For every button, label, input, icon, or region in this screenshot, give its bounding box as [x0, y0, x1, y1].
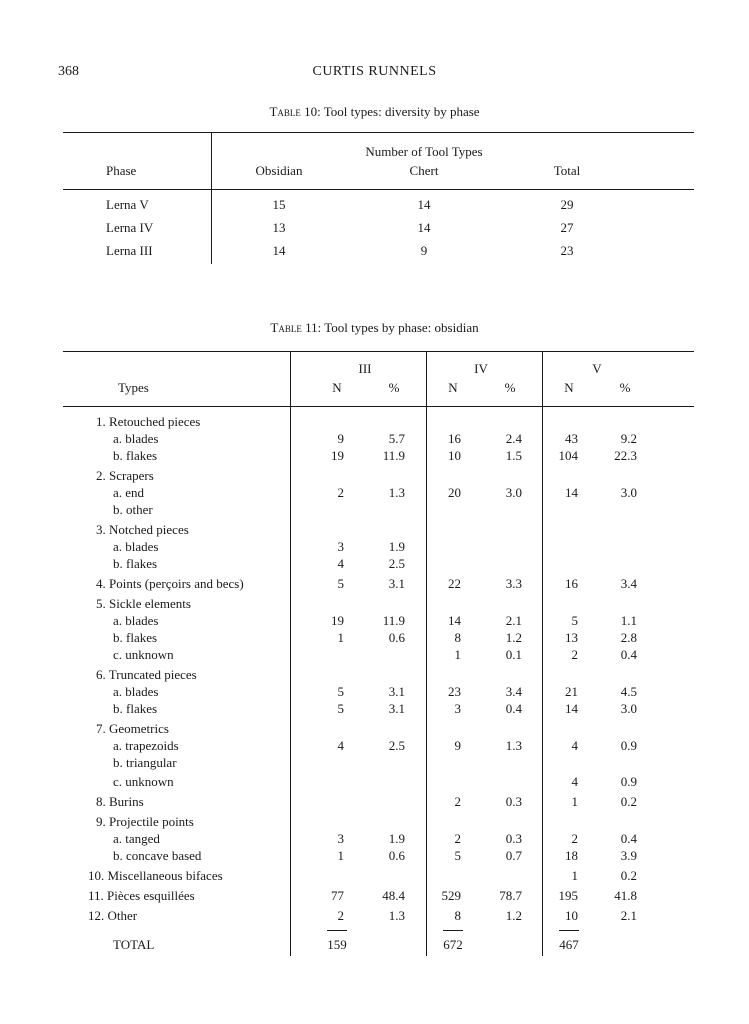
- table11-cell-iv-pct: 0.3: [505, 831, 522, 846]
- table10-col-obsidian: Obsidian: [255, 163, 303, 178]
- table11-cell-v-pct: 3.4: [620, 576, 637, 591]
- table11-cell-v-n: 2: [571, 647, 578, 662]
- page-number: 368: [58, 64, 79, 79]
- table11-cell-v-n: 16: [565, 576, 578, 591]
- table10-col-phase: Phase: [106, 163, 137, 178]
- total-iii: 159: [327, 937, 347, 952]
- table11-cell-iii-pct: 5.7: [388, 431, 405, 446]
- table11-cell-iii-n: 2: [337, 908, 344, 923]
- table11-cell-iv-n: 9: [454, 738, 461, 753]
- table11-cell-iii-n: 4: [337, 738, 344, 753]
- table11-row-label: a. trapezoids: [113, 738, 179, 753]
- table11-row-label: a. blades: [113, 613, 159, 628]
- table10-caption: [0, 104, 749, 120]
- table11-cell-v-pct: 0.4: [620, 831, 637, 846]
- table10-header-rule: [63, 189, 694, 190]
- table11-cell-iii-n: 19: [331, 613, 344, 628]
- table11-subcategory-row: [0, 755, 749, 771]
- table11-cell-iv-pct: 0.4: [505, 701, 522, 716]
- table11-subcategory-row: [0, 684, 749, 700]
- table11-top-rule: [63, 351, 694, 352]
- table11-row-label: 2. Scrapers: [96, 468, 154, 483]
- total-label: TOTAL: [113, 937, 155, 952]
- table11-row-label: b. concave based: [113, 848, 202, 863]
- table11-cell-iv-pct: 2.1: [505, 613, 522, 628]
- table11-cell-iv-pct: 1.2: [505, 630, 522, 645]
- table11-subcategory-row: [0, 647, 749, 663]
- table11-cell-iii-pct: 1.9: [388, 539, 405, 554]
- table11-cell-iv-pct: 1.5: [505, 448, 522, 463]
- table11-phase-iii: III: [358, 361, 372, 376]
- table11-cell-v-pct: 2.8: [620, 630, 637, 645]
- table11-cell-v-pct: 3.0: [620, 701, 637, 716]
- table11-cell-v-pct: 3.9: [620, 848, 637, 863]
- table11-subcategory-row: [0, 613, 749, 629]
- table11-caption-label: Table: [270, 320, 302, 335]
- table11-subcategory-row: [0, 774, 749, 790]
- table11-row-label: 9. Projectile points: [96, 814, 194, 829]
- table11-cell-iii-n: 77: [331, 888, 344, 903]
- table11-subcategory-row: [0, 448, 749, 464]
- table11-cell-iii-n: 5: [337, 576, 344, 591]
- table11-cell-v-n: 5: [571, 613, 578, 628]
- table11-subcategory-row: [0, 701, 749, 717]
- table10-cell-chert: 14: [417, 197, 431, 212]
- table11-category-row: [0, 794, 749, 810]
- table10-cell-total: 23: [560, 243, 574, 258]
- table11-cell-v-pct: 0.4: [620, 647, 637, 662]
- table11-cell-v-pct: 41.8: [614, 888, 637, 903]
- table11-cell-iv-n: 20: [448, 485, 461, 500]
- table11-subcategory-row: [0, 738, 749, 754]
- table11-cell-iv-n: 23: [448, 684, 461, 699]
- table11-category-row: [0, 522, 749, 538]
- table11-cell-v-n: 104: [558, 448, 578, 463]
- table11-row-label: a. blades: [113, 431, 159, 446]
- table11-cell-v-n: 1: [571, 868, 578, 883]
- table11-subcategory-row: [0, 630, 749, 646]
- table11-cell-v-pct: 4.5: [620, 684, 637, 699]
- running-title: CURTIS RUNNELS: [312, 64, 437, 79]
- table10-cell-obsidian: 13: [272, 220, 286, 235]
- table11-cell-iv-n: 1: [454, 647, 461, 662]
- table10-cell-obsidian: 14: [272, 243, 286, 258]
- table11-cell-v-n: 10: [565, 908, 578, 923]
- table10-cell-phase: Lerna V: [106, 197, 149, 212]
- table11-cell-iii-n: 19: [331, 448, 344, 463]
- table11-cell-iv-n: 10: [448, 448, 461, 463]
- table11-cell-iii-n: 1: [337, 630, 344, 645]
- table11-row-label: b. flakes: [113, 701, 158, 716]
- table11-caption: [0, 320, 749, 336]
- table11-cell-iv-pct: 3.0: [505, 485, 522, 500]
- table11-cell-iii-pct: 3.1: [388, 576, 405, 591]
- table11-cell-iii-pct: 0.6: [388, 848, 405, 863]
- table11-cell-iii-pct: 11.9: [382, 448, 405, 463]
- table11-row-label: a. blades: [113, 684, 159, 699]
- table11-cell-iii-n: 4: [337, 556, 344, 571]
- table11-cell-iii-pct: 11.9: [382, 613, 405, 628]
- table11-subcategory-row: [0, 831, 749, 847]
- table11-iv-n: N: [448, 380, 458, 395]
- table11-subcategory-row: [0, 485, 749, 501]
- table11-subcategory-row: [0, 848, 749, 864]
- table11-cell-v-pct: 3.0: [620, 485, 637, 500]
- table11-cell-iv-n: 16: [448, 431, 461, 446]
- table11-row-label: b. flakes: [113, 556, 158, 571]
- table11-cell-v-pct: 0.2: [620, 868, 637, 883]
- total-rule-iii: [327, 930, 347, 931]
- table11-row-label: b. other: [113, 502, 153, 517]
- table11-cell-iv-pct: 0.7: [505, 848, 522, 863]
- table11-phase-iv: IV: [474, 361, 488, 376]
- table10-caption-label: Table: [269, 104, 301, 119]
- table11-category-row: [0, 814, 749, 830]
- table11-cell-iv-n: 3: [454, 701, 461, 716]
- table11-category-row: [0, 596, 749, 612]
- table11-cell-iii-pct: 2.5: [388, 556, 405, 571]
- table11-cell-v-n: 14: [565, 701, 578, 716]
- table10-group-header: Number of Tool Types: [365, 144, 483, 159]
- table11-row-label: 7. Geometrics: [96, 721, 169, 736]
- table11-category-row: [0, 667, 749, 683]
- table11-row-label: a. blades: [113, 539, 159, 554]
- table10-col-chert: Chert: [409, 163, 439, 178]
- table11-cell-iii-pct: 2.5: [388, 738, 405, 753]
- table10-cell-total: 29: [560, 197, 574, 212]
- table11-row-label: 10. Miscellaneous bifaces: [88, 868, 223, 883]
- table11-cell-iv-pct: 3.3: [505, 576, 522, 591]
- table11-cell-iv-n: 2: [454, 831, 461, 846]
- table11-cell-iv-pct: 3.4: [505, 684, 522, 699]
- table11-row-label: 12. Other: [88, 908, 138, 923]
- table11-cell-iv-pct: 78.7: [499, 888, 522, 903]
- table11-cell-v-n: 13: [565, 630, 578, 645]
- table11-cell-iii-pct: 0.6: [388, 630, 405, 645]
- table10-col-total: Total: [553, 163, 581, 178]
- table11-cell-v-n: 14: [565, 485, 578, 500]
- table10-cell-phase: Lerna III: [106, 243, 153, 258]
- table11-cell-iii-n: 9: [337, 431, 344, 446]
- table11-row-label: 5. Sickle elements: [96, 596, 191, 611]
- table11-row-label: 3. Notched pieces: [96, 522, 189, 537]
- table11-category-row: [0, 414, 749, 430]
- table11-cell-iii-n: 5: [337, 684, 344, 699]
- table11-cell-v-n: 21: [565, 684, 578, 699]
- table11-cell-iv-n: 8: [454, 908, 461, 923]
- table10-cell-total: 27: [560, 220, 574, 235]
- total-rule-iv: [443, 930, 463, 931]
- table11-row-label: 1. Retouched pieces: [96, 414, 201, 429]
- table11-cell-iii-n: 3: [337, 831, 344, 846]
- table11-cell-v-pct: 2.1: [620, 908, 637, 923]
- table11-cell-iv-n: 8: [454, 630, 461, 645]
- table11-row-label: c. unknown: [113, 774, 174, 789]
- table10-cell-chert: 9: [420, 243, 428, 258]
- table11-row-label: b. flakes: [113, 448, 158, 463]
- table11-category-row: [0, 576, 749, 592]
- table11-row-label: 6. Truncated pieces: [96, 667, 197, 682]
- table11-col-types: Types: [118, 380, 149, 395]
- table11-cell-iv-pct: 2.4: [505, 431, 522, 446]
- table11-row-label: a. end: [113, 485, 145, 500]
- table11-cell-iv-pct: 0.1: [505, 647, 522, 662]
- table11-cell-iv-n: 529: [441, 888, 461, 903]
- table10-top-rule: [63, 132, 694, 133]
- table11-cell-iv-pct: 1.3: [505, 738, 522, 753]
- table11-cell-v-pct: 0.9: [620, 774, 637, 789]
- table11-cell-v-pct: 0.2: [620, 794, 637, 809]
- table11-cell-iii-n: 1: [337, 848, 344, 863]
- table10-cell-obsidian: 15: [272, 197, 286, 212]
- table11-cell-v-n: 43: [565, 431, 578, 446]
- table11-row-label: b. flakes: [113, 630, 158, 645]
- table11-header-rule: [63, 406, 694, 407]
- total-iv: 672: [443, 937, 463, 952]
- table11-cell-v-pct: 9.2: [620, 431, 637, 446]
- table11-row-label: c. unknown: [113, 647, 174, 662]
- table11-cell-iv-pct: 0.3: [505, 794, 522, 809]
- table11-cell-v-n: 18: [565, 848, 578, 863]
- table11-row-label: 8. Burins: [96, 794, 144, 809]
- table11-category-row: [0, 908, 749, 924]
- table11-cell-iii-pct: 48.4: [382, 888, 405, 903]
- table11-cell-iii-pct: 1.9: [388, 831, 405, 846]
- table11-subcategory-row: [0, 431, 749, 447]
- table11-category-row: [0, 468, 749, 484]
- table11-cell-v-pct: 1.1: [620, 613, 637, 628]
- table11-cell-iii-pct: 1.3: [388, 908, 405, 923]
- table11-cell-iv-pct: 1.2: [505, 908, 522, 923]
- table11-cell-iii-n: 3: [337, 539, 344, 554]
- table11-cell-iii-n: 2: [337, 485, 344, 500]
- table11-iii-n: N: [332, 380, 342, 395]
- table11-row-label: b. triangular: [113, 755, 177, 770]
- table11-cell-v-pct: 0.9: [620, 738, 637, 753]
- table11-cell-iii-pct: 3.1: [388, 684, 405, 699]
- table11-v-pct: %: [619, 380, 631, 395]
- table11-cell-v-pct: 22.3: [614, 448, 637, 463]
- table11-cell-v-n: 2: [571, 831, 578, 846]
- table11-subcategory-row: [0, 556, 749, 572]
- table11-cell-iv-n: 5: [454, 848, 461, 863]
- table11-cell-v-n: 1: [571, 794, 578, 809]
- table11-row-label: 11. Pièces esquillées: [88, 888, 195, 903]
- table11-phase-v: V: [592, 361, 602, 376]
- table11-category-row: [0, 888, 749, 904]
- table11-cell-iii-n: 5: [337, 701, 344, 716]
- table11-cell-iv-n: 2: [454, 794, 461, 809]
- table10-row: [0, 243, 749, 259]
- table11-cell-iv-n: 14: [448, 613, 461, 628]
- table11-cell-iii-pct: 3.1: [388, 701, 405, 716]
- table11-iii-pct: %: [388, 380, 400, 395]
- table11-caption-text: 11: Tool types by phase: obsidian: [301, 320, 479, 335]
- table11-cell-v-n: 4: [571, 738, 578, 753]
- table11-cell-v-n: 195: [558, 888, 578, 903]
- table10-cell-phase: Lerna IV: [106, 220, 154, 235]
- table11-category-row: [0, 721, 749, 737]
- table11-iv-pct: %: [504, 380, 516, 395]
- table11-subcategory-row: [0, 502, 749, 518]
- table11-cell-v-n: 4: [571, 774, 578, 789]
- table11-category-row: [0, 868, 749, 884]
- table10-caption-text: 10: Tool types: diversity by phase: [300, 104, 480, 119]
- table10-cell-chert: 14: [417, 220, 431, 235]
- total-rule-v: [559, 930, 579, 931]
- table11-subcategory-row: [0, 539, 749, 555]
- table10-row: [0, 220, 749, 236]
- table11-cell-iv-n: 22: [448, 576, 461, 591]
- table11-row-label: a. tanged: [113, 831, 160, 846]
- table11-row-label: 4. Points (perçoirs and becs): [96, 576, 244, 591]
- total-v: 467: [559, 937, 579, 952]
- table10-row: [0, 197, 749, 213]
- table11-v-n: N: [564, 380, 574, 395]
- table11-cell-iii-pct: 1.3: [388, 485, 405, 500]
